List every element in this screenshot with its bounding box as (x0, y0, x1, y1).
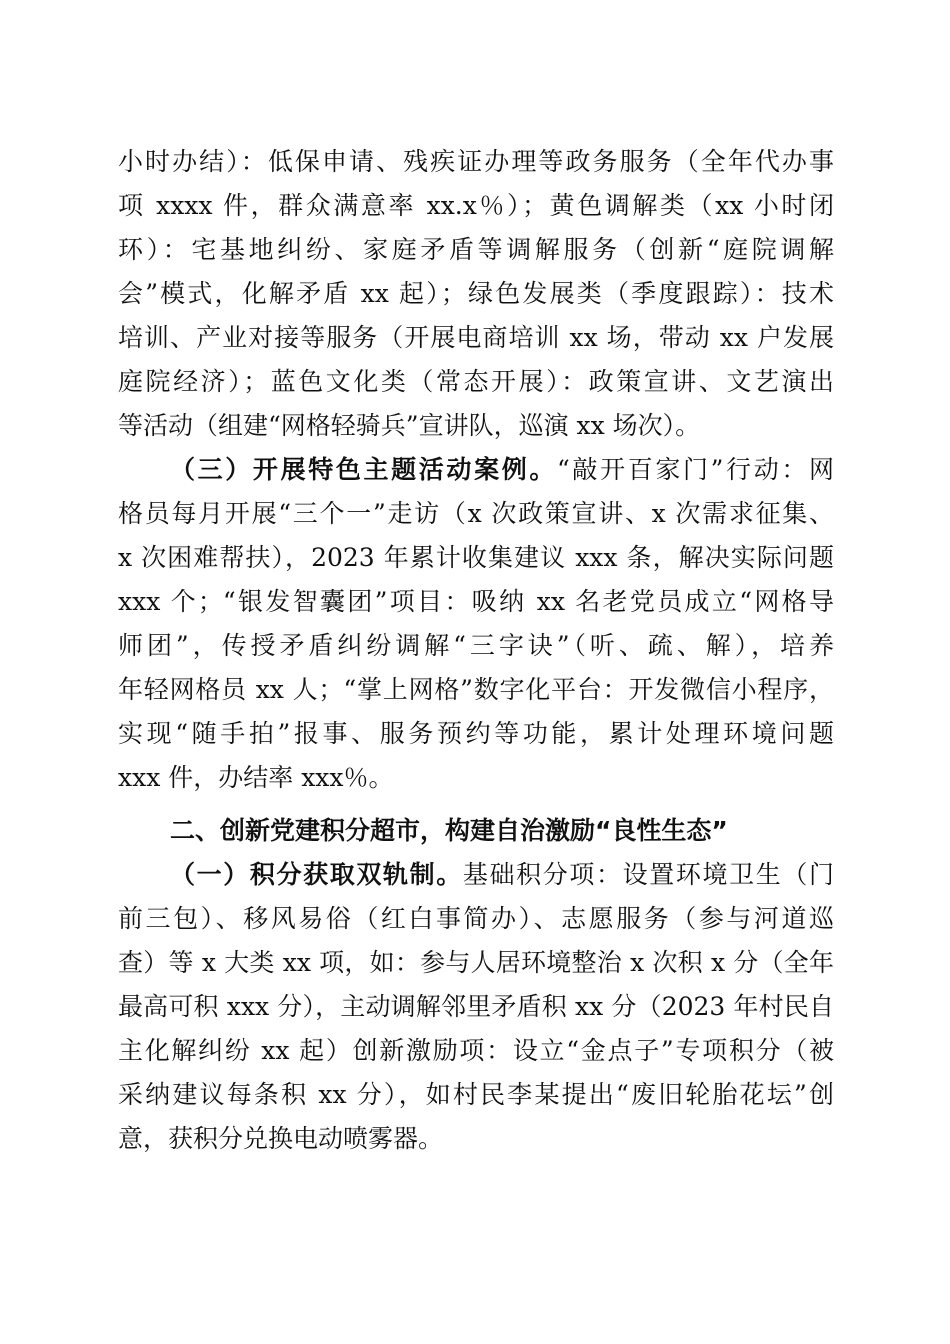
subsection-three-first-line (170, 450, 834, 490)
paragraph-line: xxx 个；“银发智囊团”项目：吸纳 xx 名老党员成立“网格导 (118, 587, 834, 616)
paragraph-line: 会”模式，化解矛盾 xx 起）；绿色发展类（季度跟踪）：技术 (118, 279, 834, 308)
paragraph-line: 意，获积分兑换电动喷雾器。 (118, 1124, 444, 1153)
section-two-heading: 二、创新党建积分超市，构建自治激励“良性生态” (170, 816, 728, 845)
paragraph-line: 实现“随手拍”报事、服务预约等功能，累计处理环境问题 (118, 719, 834, 748)
subsection-one-title: （一）积分获取双轨制。 (170, 860, 463, 889)
paragraph-line: 师团”，传授矛盾纠纷调解“三字诀”（听、疏、解），培养 (118, 631, 834, 660)
paragraph-line: 采纳建议每条积 xx 分），如村民李某提出“废旧轮胎花坛”创 (118, 1080, 834, 1109)
paragraph-line: 主化解纠纷 xx 起）创新激励项：设立“金点子”专项积分（被 (118, 1036, 834, 1065)
paragraph-line: 年轻网格员 xx 人；“掌上网格”数字化平台：开发微信小程序， (118, 675, 834, 704)
paragraph-line: 庭院经济）；蓝色文化类（常态开展）：政策宣讲、文艺演出 (118, 367, 834, 396)
paragraph-line: x 次困难帮扶），2023 年累计收集建议 xxx 条，解决实际问题 (118, 543, 834, 572)
subsection-three-title: （三）开展特色主题活动案例。 (170, 455, 557, 484)
subsection-three-text: “敲开百家门”行动：网 (557, 455, 834, 484)
paragraph-line: xxx 件，办结率 xxx％。 (118, 763, 394, 792)
paragraph-line: 项 xxxx 件，群众满意率 xx.x％）；黄色调解类（xx 小时闭 (118, 191, 834, 220)
paragraph-line: 等活动（组建“网格轻骑兵”宣讲队，巡演 xx 场次）。 (118, 411, 701, 440)
paragraph-line: 格员每月开展“三个一”走访（x 次政策宣讲、x 次需求征集、 (118, 499, 834, 528)
paragraph-line: 查）等 x 大类 xx 项，如：参与人居环境整治 x 次积 x 分（全年 (118, 948, 834, 977)
subsection-one-first-line (170, 855, 834, 895)
paragraph-line: 前三包）、移风易俗（红白事简办）、志愿服务（参与河道巡 (118, 904, 834, 933)
paragraph-line: 培训、产业对接等服务（开展电商培训 xx 场，带动 xx 户发展 (118, 323, 834, 352)
paragraph-line: 小时办结）：低保申请、残疾证办理等政务服务（全年代办事 (118, 147, 834, 176)
paragraph-line: 环）：宅基地纠纷、家庭矛盾等调解服务（创新“庭院调解 (118, 235, 834, 264)
subsection-one-text: 基础积分项：设置环境卫生（门 (462, 860, 834, 889)
paragraph-line: 最高可积 xxx 分），主动调解邻里矛盾积 xx 分（2023 年村民自 (118, 992, 834, 1021)
